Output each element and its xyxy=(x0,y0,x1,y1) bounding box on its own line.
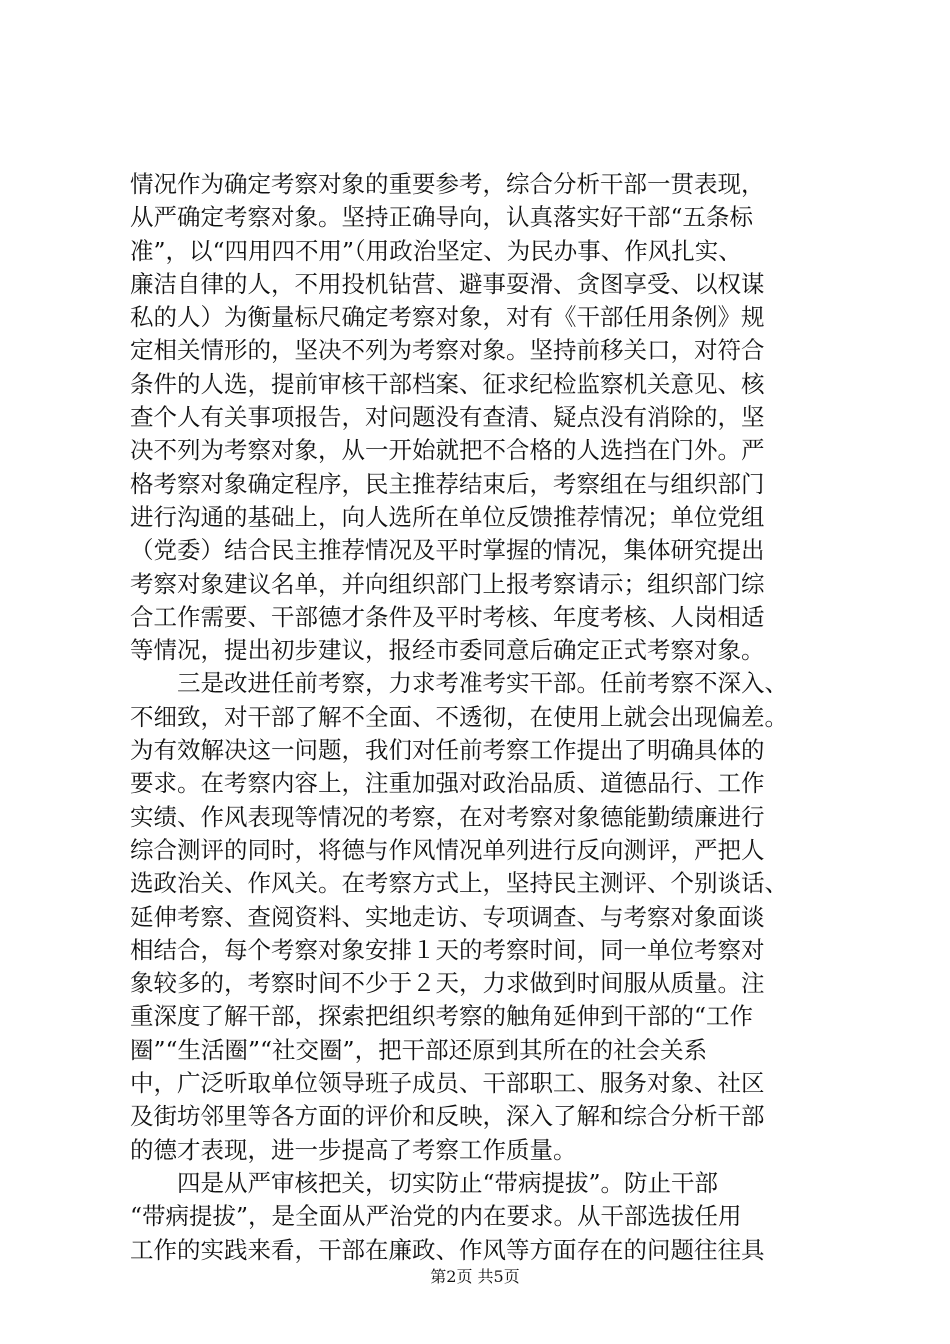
text-line: （党委）结合民主推荐情况及平时掌握的情况，集体研究提出 xyxy=(130,536,765,565)
text-line: 准”，以“四用四不用”（用政治坚定、为民办事、作风扎实、 xyxy=(130,236,742,265)
page-footer xyxy=(0,1266,950,1288)
text-line: 重深度了解干部，探索把组织考察的触角延伸到干部的“工作 xyxy=(130,1002,754,1031)
page-number-indicator: 第2页 共5页 xyxy=(430,1267,520,1286)
text-line: 决不列为考察对象，从一开始就把不合格的人选挡在门外。严 xyxy=(130,436,765,465)
text-line: 及街坊邻里等各方面的评价和反映，深入了解和综合分析干部 xyxy=(130,1102,765,1131)
text-line: 条件的人选，提前审核干部档案、征求纪检监察机关意见、核 xyxy=(130,369,765,398)
text-line: 工作的实践来看，干部在廉政、作风等方面存在的问题往往具 xyxy=(130,1235,765,1264)
text-line: 综合测评的同时，将德与作风情况单列进行反向测评，严把人 xyxy=(130,835,765,864)
text-line: 不细致，对干部了解不全面、不透彻，在使用上就会出现偏差。 xyxy=(130,702,788,731)
text-line: 四是从严审核把关，切实防止“带病提拔”。防止干部 xyxy=(130,1168,719,1197)
text-line: 三是改进任前考察，力求考准考实干部。任前考察不深入、 xyxy=(130,669,788,698)
text-line: 定相关情形的，坚决不列为考察对象。坚持前移关口，对符合 xyxy=(130,336,765,365)
text-line: 的德才表现，进一步提高了考察工作质量。 xyxy=(130,1135,577,1164)
text-line: 实绩、作风表现等情况的考察，在对考察对象德能勤绩廉进行 xyxy=(130,802,765,831)
text-line: 中，广泛听取单位领导班子成员、干部职工、服务对象、社区 xyxy=(130,1069,765,1098)
text-line: 廉洁自律的人，不用投机钻营、避事耍滑、贪图享受、以权谋 xyxy=(130,269,765,298)
text-line: 合工作需要、干部德才条件及平时考核、年度考核、人岗相适 xyxy=(130,602,765,631)
text-line: “带病提拔”，是全面从严治党的内在要求。从干部选拔任用 xyxy=(130,1202,742,1231)
text-line: 象较多的，考察时间不少于２天，力求做到时间服从质量。注 xyxy=(130,969,765,998)
text-line: 圈”“生活圈”“社交圈”，把干部还原到其所在的社会关系 xyxy=(130,1035,708,1064)
text-line: 私的人）为衡量标尺确定考察对象，对有《干部任用条例》规 xyxy=(130,303,765,332)
document-body xyxy=(130,168,845,1267)
text-line: 从严确定考察对象。坚持正确导向，认真落实好干部“五条标 xyxy=(130,203,754,232)
text-line: 相结合，每个考察对象安排１天的考察时间，同一单位考察对 xyxy=(130,935,765,964)
text-line: 考察对象建议名单，并向组织部门上报考察请示；组织部门综 xyxy=(130,569,765,598)
text-line: 延伸考察、查阅资料、实地走访、专项调查、与考察对象面谈 xyxy=(130,902,765,931)
text-line: 进行沟通的基础上，向人选所在单位反馈推荐情况；单位党组 xyxy=(130,502,765,531)
text-line: 查个人有关事项报告，对问题没有查清、疑点没有消除的，坚 xyxy=(130,403,765,432)
text-line: 等情况，提出初步建议，报经市委同意后确定正式考察对象。 xyxy=(130,636,765,665)
text-line: 情况作为确定考察对象的重要参考，综合分析干部一贯表现， xyxy=(130,170,765,198)
text-line: 格考察对象确定程序，民主推荐结束后，考察组在与组织部门 xyxy=(130,469,765,498)
text-line: 为有效解决这一问题，我们对任前考察工作提出了明确具体的 xyxy=(130,736,765,765)
text-line: 要求。在考察内容上，注重加强对政治品质、道德品行、工作 xyxy=(130,769,765,798)
text-line: 选政治关、作风关。在考察方式上，坚持民主测评、个别谈话、 xyxy=(130,869,788,898)
